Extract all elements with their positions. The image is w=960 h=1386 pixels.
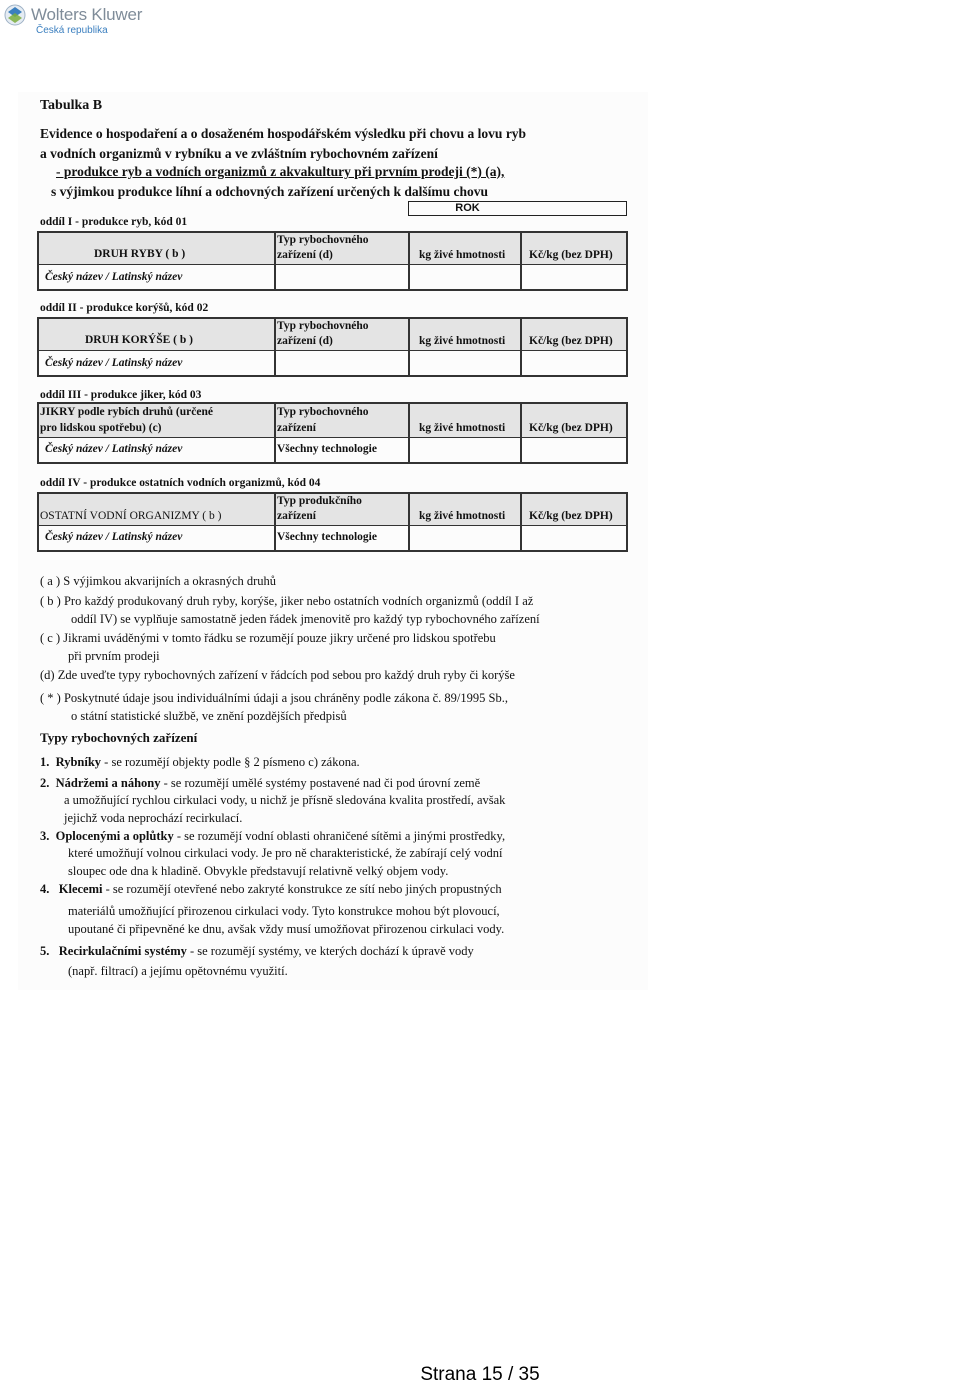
section-3-col-type-a: Typ rybochovného: [277, 406, 369, 418]
note-c-line-2: při prvním prodeji: [68, 649, 160, 663]
section-1-col-type-b: zařízení (d): [277, 249, 333, 261]
section-2-table: [37, 317, 628, 377]
note-c-line-1: ( c ) Jikrami uváděnými v tomto řádku se rozumějí pouze jikry určené pro lidskou spotřebu: [40, 631, 496, 645]
table-title: Tabulka B: [40, 98, 103, 113]
section-3-col-species-b: pro lidskou spotřebu) (c): [40, 422, 162, 434]
type-3-line-2: které umožňují volnou cirkulaci vody. Je pro ně charakteristické, že zabírají celý vodní: [68, 846, 503, 860]
section-3-table: [37, 402, 628, 464]
wolters-kluwer-logo-icon: [4, 4, 26, 26]
section-2-title: oddíl II - produkce korýšů, kód 02: [40, 302, 209, 314]
section-3-col-type-b: zařízení: [277, 422, 316, 434]
section-1-row-name: Český název / Latinský název: [45, 271, 183, 283]
note-a: ( a ) S výjimkou akvarijních a okrasných druhů: [40, 574, 277, 588]
section-2-col-species: DRUH KORÝŠE ( b ): [85, 334, 193, 346]
heading-line-2: a vodních organizmů v rybníku a ve zvláštním rybochovném zařízení: [40, 146, 438, 161]
type-3-line-3: sloupec ode dna k hladině. Obvykle představují relativně velký objem vody.: [68, 864, 449, 878]
section-2-col-price: Kč/kg (bez DPH): [529, 335, 613, 347]
heading-line-4: s výjimkou produkce líhní a odchovných zařízení určených k dalšímu chovu: [51, 184, 489, 199]
section-3-col-kg: kg živé hmotnosti: [419, 422, 506, 434]
type-2-line-1: 2. Nádržemi a náhony - se rozumějí umělé systémy postavené nad či pod úrovní země: [40, 776, 481, 790]
note-star-line-2: o státní statistické službě, ve znění pozdějších předpisů: [71, 709, 347, 723]
section-4-col-species: OSTATNÍ VODNÍ ORGANIZMY ( b ): [40, 510, 222, 522]
section-2-col-type-b: zařízení (d): [277, 335, 333, 347]
section-1-col-kg: kg živé hmotnosti: [419, 249, 506, 261]
year-box[interactable]: ROK: [408, 201, 627, 216]
type-2-line-3: jejichž voda neprochází recirkulací.: [64, 811, 243, 825]
types-heading: Typy rybochovných zařízení: [40, 730, 198, 745]
note-star-line-1: ( * ) Poskytnuté údaje jsou individuálními údaji a jsou chráněny podle zákona č. 89/1995 Sb.,: [40, 691, 508, 705]
section-1-col-species: DRUH RYBY ( b ): [94, 248, 186, 260]
section-4-title: oddíl IV - produkce ostatních vodních organizmů, kód 04: [40, 477, 321, 489]
section-1-title: oddíl I - produkce ryb, kód 01: [40, 216, 188, 228]
heading-line-1: Evidence o hospodaření a o dosaženém hospodářském výsledku při chovu a lovu ryb: [40, 126, 527, 141]
section-3-row-name: Český název / Latinský název: [45, 443, 183, 455]
section-4-table: [37, 492, 628, 552]
section-4-row-technology: Všechny technologie: [277, 531, 377, 543]
type-5-line-1: 5. Recirkulačními systémy - se rozumějí systémy, ve kterých dochází k úpravě vody: [40, 944, 474, 958]
type-4-line-3: upoutané či připevněné ke dnu, avšak vždy musí umožňovat přirozenou cirkulaci vody.: [68, 922, 505, 936]
scanned-form: [18, 92, 648, 990]
type-4-line-2: materiálů umožňující přirozenou cirkulaci vody. Tyto konstrukce mohou být plovoucí,: [68, 904, 500, 918]
note-b-line-1: ( b ) Pro každý produkovaný druh ryby, korýše, jiker nebo ostatních vodních organizmů (oddíl I až: [40, 594, 534, 608]
section-3-col-price: Kč/kg (bez DPH): [529, 422, 613, 434]
section-3-row-technology: Všechny technologie: [277, 443, 377, 455]
note-d: (d) Zde uveďte typy rybochovných zařízení v řádcích pod sebou pro každý druh ryby či korýše: [40, 668, 515, 682]
section-1-col-type-a: Typ rybochovného: [277, 234, 369, 246]
note-b-line-2: oddíl IV) se vyplňuje samostatně jeden řádek jmenovitě pro každý typ rybochovného zařízení: [71, 612, 540, 626]
section-1-col-price: Kč/kg (bez DPH): [529, 249, 613, 261]
type-3-line-1: 3. Oplocenými a oplůtky - se rozumějí vodní oblasti ohraničené sítěmi a jinými prostředky,: [40, 829, 506, 843]
section-2-col-type-a: Typ rybochovného: [277, 320, 369, 332]
type-4-line-1: 4. Klecemi - se rozumějí otevřené nebo zakryté konstrukce ze sítí nebo jiných propustných: [40, 882, 502, 896]
section-4-col-type-b: zařízení: [277, 510, 316, 522]
page-number: Strana 15 / 35: [420, 1364, 540, 1385]
section-3-col-species-a: JIKRY podle rybích druhů (určené: [40, 406, 213, 418]
brand-name: Wolters Kluwer: [31, 5, 143, 24]
type-5-line-2: (např. filtrací) a jejímu opětovnému využití.: [68, 964, 288, 978]
section-3-title: oddíl III - produkce jiker, kód 03: [40, 389, 202, 401]
section-4-col-price: Kč/kg (bez DPH): [529, 510, 613, 522]
type-1: 1. Rybníky - se rozumějí objekty podle § 2 písmeno c) zákona.: [40, 755, 360, 769]
section-4-col-kg: kg živé hmotnosti: [419, 510, 506, 522]
section-1-table: [37, 231, 628, 291]
brand-subtitle: Česká republika: [36, 25, 108, 36]
heading-line-3: - produkce ryb a vodních organizmů z akvakultury při prvním prodeji (*) (a),: [56, 164, 505, 179]
section-4-col-type-a: Typ produkčního: [277, 495, 362, 507]
type-2-line-2: a umožňující rychlou cirkulaci vody, u nichž je přísně sledována kvalita prostředí, avšak: [64, 793, 506, 807]
section-4-row-name: Český název / Latinský název: [45, 531, 183, 543]
section-2-col-kg: kg živé hmotnosti: [419, 335, 506, 347]
section-2-row-name: Český název / Latinský název: [45, 357, 183, 369]
